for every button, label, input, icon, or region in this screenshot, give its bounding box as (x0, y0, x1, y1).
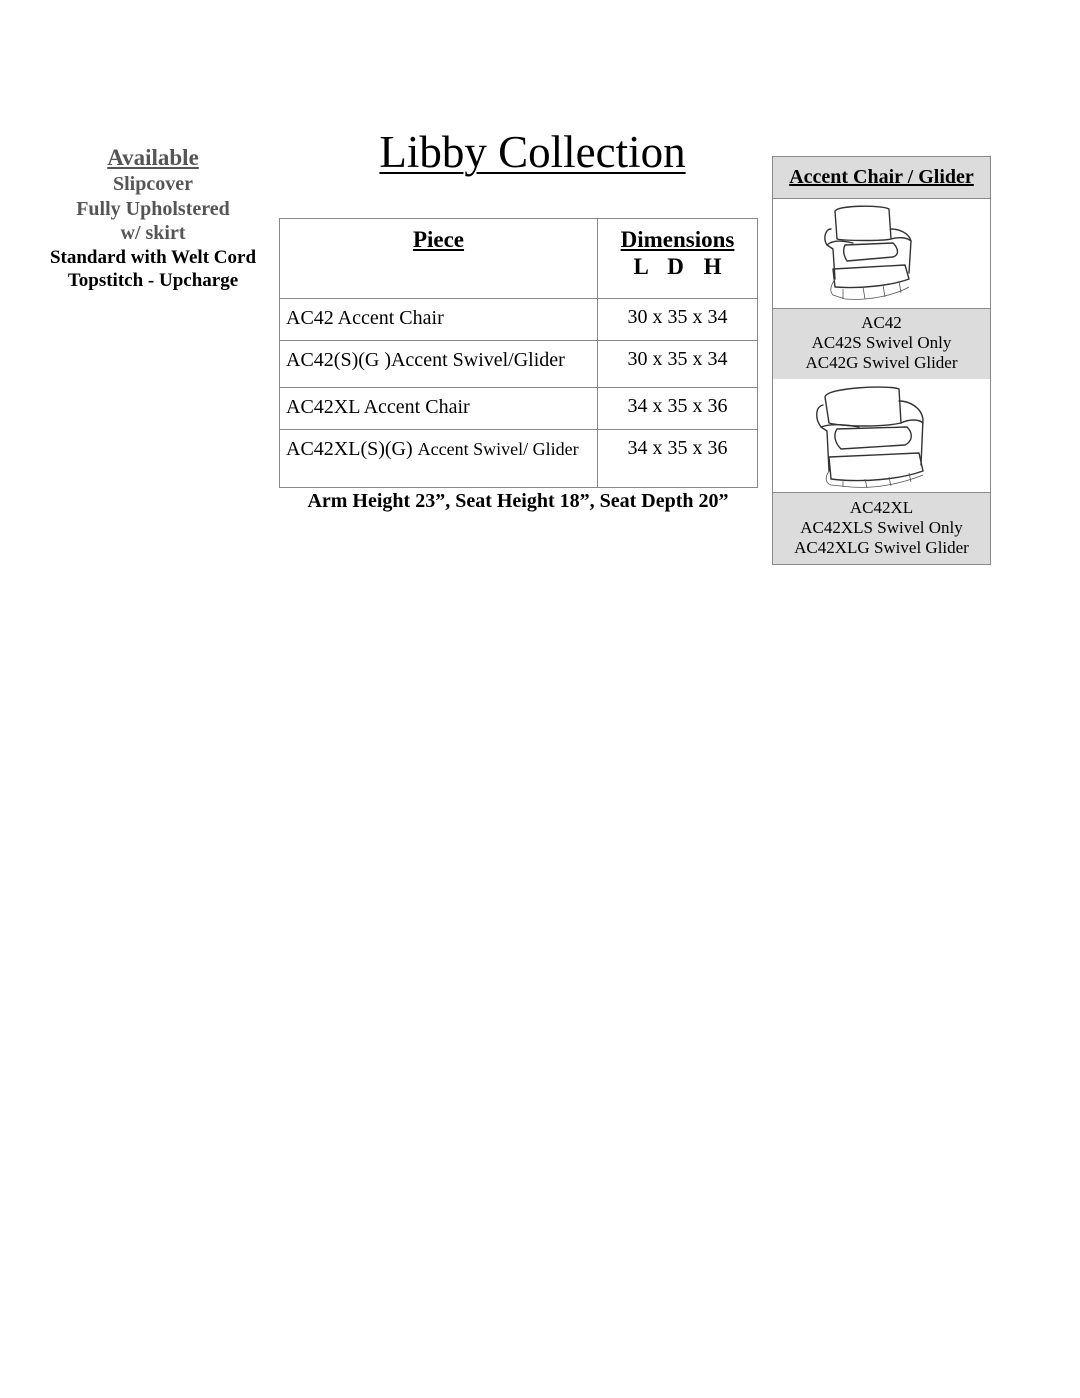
header-dimension-axes: L D H (633, 254, 722, 279)
option-slipcover: Slipcover (113, 173, 193, 195)
model-ac42: AC42 (861, 313, 902, 332)
accent-chair-image (773, 199, 990, 309)
piece-cell: AC42 Accent Chair (280, 299, 598, 341)
dims-cell: 30 x 35 x 34 (598, 299, 758, 341)
model-ac42xlg: AC42XLG Swivel Glider (794, 538, 969, 557)
model-ac42g: AC42G Swivel Glider (805, 353, 958, 372)
table-row (280, 388, 758, 430)
piece-cell: AC42XL Accent Chair (280, 388, 598, 430)
dimensions-table (279, 218, 758, 488)
model-ac42s: AC42S Swivel Only (811, 333, 952, 352)
piece-cell: AC42(S)(G )Accent Swivel/Glider (280, 341, 598, 388)
model-ac42xl: AC42XL (849, 498, 914, 517)
accent-chair-caption (773, 309, 990, 379)
dims-cell: 30 x 35 x 34 (598, 341, 758, 388)
option-skirt: w/ skirt (120, 222, 186, 244)
header-dimensions: Dimensions L D H (598, 219, 758, 299)
accent-chair-xl-image (773, 379, 990, 493)
table-header-row (280, 219, 758, 299)
product-panel (772, 156, 991, 565)
dims-cell: 34 x 35 x 36 (598, 430, 758, 488)
accent-chair-xl-drawing-icon (773, 379, 990, 492)
page-title: Libby Collection (379, 127, 686, 177)
model-ac42xls: AC42XLS Swivel Only (800, 518, 963, 537)
piece-cell: AC42XL(S)(G) Accent Swivel/ Glider (280, 430, 598, 488)
option-fully-upholstered: Fully Upholstered (76, 197, 230, 220)
table-row (280, 430, 758, 488)
panel-header: Accent Chair / Glider (773, 157, 990, 199)
available-heading: Available (107, 145, 199, 170)
note-welt-cord: Standard with Welt Cord (49, 246, 257, 268)
accent-chair-drawing-icon (773, 199, 990, 308)
table-row (280, 299, 758, 341)
accent-chair-xl-caption (773, 493, 990, 564)
table-row (280, 341, 758, 388)
availability-block (28, 144, 278, 292)
dims-cell: 34 x 35 x 36 (598, 388, 758, 430)
seat-measurements-note: Arm Height 23”, Seat Height 18”, Seat Depth 20” (307, 490, 729, 512)
note-topstitch: Topstitch - Upcharge (67, 269, 239, 291)
header-piece: Piece (280, 219, 598, 299)
